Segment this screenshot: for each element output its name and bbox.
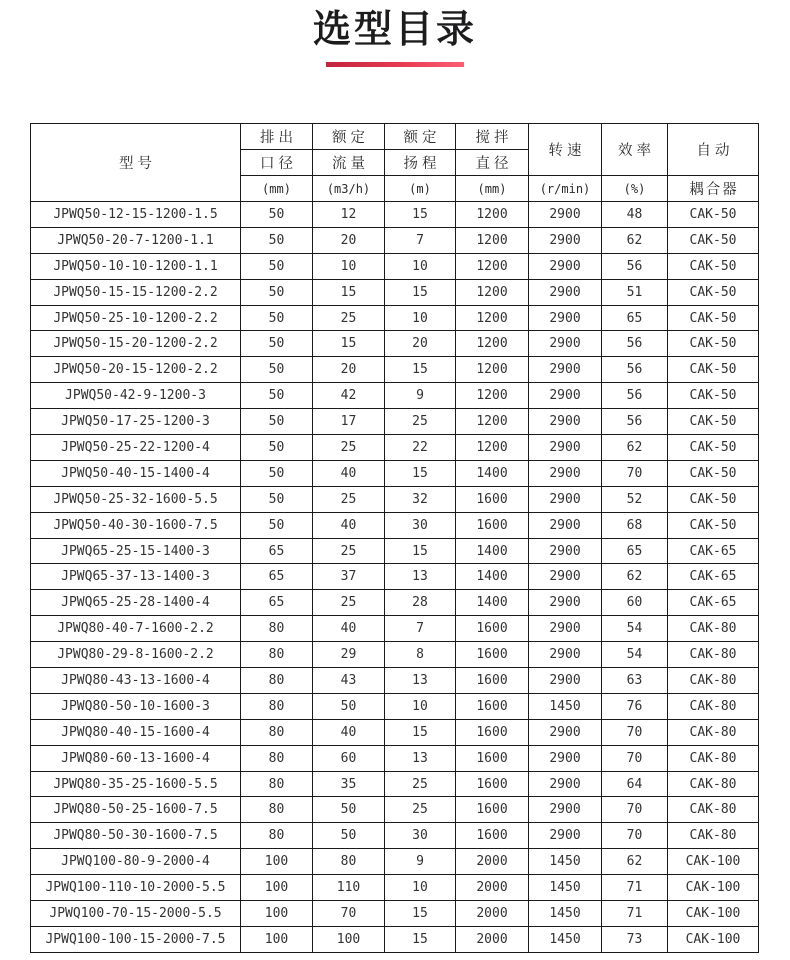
value-cell: 2900 <box>529 616 602 642</box>
table-row <box>31 901 759 927</box>
value-cell: 2900 <box>529 383 602 409</box>
value-cell: 1450 <box>529 849 602 875</box>
value-cell: 65 <box>602 538 668 564</box>
value-cell: 80 <box>241 642 313 668</box>
value-cell: 30 <box>385 512 456 538</box>
model-cell: JPWQ80-43-13-1600-4 <box>31 668 241 694</box>
model-cell: JPWQ50-17-25-1200-3 <box>31 409 241 435</box>
value-cell: 7 <box>385 227 456 253</box>
value-cell: 13 <box>385 745 456 771</box>
value-cell: CAK-80 <box>668 642 759 668</box>
header-flow-line2: 流量 <box>313 150 385 176</box>
value-cell: 1200 <box>456 383 529 409</box>
table-row <box>31 538 759 564</box>
table-row <box>31 202 759 228</box>
model-cell: JPWQ80-40-7-1600-2.2 <box>31 616 241 642</box>
value-cell: 2000 <box>456 926 529 952</box>
value-cell: CAK-65 <box>668 590 759 616</box>
table-row <box>31 279 759 305</box>
value-cell: 80 <box>313 849 385 875</box>
header-speed: 转速 <box>529 124 602 176</box>
value-cell: 15 <box>385 538 456 564</box>
value-cell: 50 <box>241 486 313 512</box>
value-cell: 8 <box>385 642 456 668</box>
value-cell: 71 <box>602 901 668 927</box>
value-cell: 56 <box>602 357 668 383</box>
value-cell: CAK-100 <box>668 875 759 901</box>
model-cell: JPWQ65-25-28-1400-4 <box>31 590 241 616</box>
model-cell: JPWQ50-40-30-1600-7.5 <box>31 512 241 538</box>
model-cell: JPWQ100-110-10-2000-5.5 <box>31 875 241 901</box>
value-cell: 42 <box>313 383 385 409</box>
value-cell: 2900 <box>529 745 602 771</box>
value-cell: 2000 <box>456 849 529 875</box>
value-cell: 1200 <box>456 227 529 253</box>
value-cell: 100 <box>313 926 385 952</box>
value-cell: 1450 <box>529 901 602 927</box>
value-cell: 80 <box>241 797 313 823</box>
table-row <box>31 693 759 719</box>
header-head-line2: 扬程 <box>385 150 456 176</box>
header-mix-line1: 搅拌 <box>456 124 529 150</box>
value-cell: 2900 <box>529 564 602 590</box>
model-cell: JPWQ50-10-10-1200-1.1 <box>31 253 241 279</box>
value-cell: 2900 <box>529 253 602 279</box>
value-cell: 2900 <box>529 590 602 616</box>
value-cell: 2900 <box>529 409 602 435</box>
model-cell: JPWQ80-50-30-1600-7.5 <box>31 823 241 849</box>
value-cell: 80 <box>241 823 313 849</box>
model-cell: JPWQ80-40-15-1600-4 <box>31 719 241 745</box>
value-cell: 1200 <box>456 305 529 331</box>
value-cell: 9 <box>385 849 456 875</box>
table-row <box>31 616 759 642</box>
table-row <box>31 745 759 771</box>
model-cell: JPWQ50-40-15-1400-4 <box>31 460 241 486</box>
value-cell: CAK-50 <box>668 279 759 305</box>
header-mix-line2: 直径 <box>456 150 529 176</box>
model-cell: JPWQ80-50-10-1600-3 <box>31 693 241 719</box>
value-cell: 50 <box>313 797 385 823</box>
value-cell: 15 <box>385 926 456 952</box>
value-cell: 25 <box>385 797 456 823</box>
value-cell: CAK-50 <box>668 227 759 253</box>
header-outlet-line1: 排出 <box>241 124 313 150</box>
model-cell: JPWQ80-29-8-1600-2.2 <box>31 642 241 668</box>
value-cell: 70 <box>602 460 668 486</box>
value-cell: 32 <box>385 486 456 512</box>
header-head-unit: (m) <box>385 176 456 202</box>
value-cell: 54 <box>602 616 668 642</box>
value-cell: 1600 <box>456 512 529 538</box>
value-cell: CAK-50 <box>668 253 759 279</box>
value-cell: 10 <box>385 253 456 279</box>
value-cell: 2000 <box>456 875 529 901</box>
value-cell: 1600 <box>456 823 529 849</box>
header-mix-unit: (mm) <box>456 176 529 202</box>
table-row <box>31 486 759 512</box>
value-cell: 25 <box>385 409 456 435</box>
value-cell: 2900 <box>529 719 602 745</box>
value-cell: 70 <box>602 797 668 823</box>
value-cell: 65 <box>241 590 313 616</box>
value-cell: 40 <box>313 719 385 745</box>
value-cell: 25 <box>313 538 385 564</box>
value-cell: 25 <box>313 305 385 331</box>
value-cell: 25 <box>313 590 385 616</box>
value-cell: 7 <box>385 616 456 642</box>
value-cell: 50 <box>313 823 385 849</box>
value-cell: 64 <box>602 771 668 797</box>
model-cell: JPWQ50-42-9-1200-3 <box>31 383 241 409</box>
header-flow-unit: (m3/h) <box>313 176 385 202</box>
model-cell: JPWQ50-25-10-1200-2.2 <box>31 305 241 331</box>
title-underline <box>326 62 464 67</box>
value-cell: 2900 <box>529 771 602 797</box>
value-cell: 10 <box>385 305 456 331</box>
value-cell: 76 <box>602 693 668 719</box>
value-cell: 40 <box>313 616 385 642</box>
value-cell: 1600 <box>456 693 529 719</box>
value-cell: CAK-80 <box>668 668 759 694</box>
value-cell: 1200 <box>456 279 529 305</box>
value-cell: 70 <box>602 823 668 849</box>
table-row <box>31 331 759 357</box>
value-cell: 37 <box>313 564 385 590</box>
value-cell: 29 <box>313 642 385 668</box>
value-cell: 1450 <box>529 693 602 719</box>
model-cell: JPWQ100-70-15-2000-5.5 <box>31 901 241 927</box>
value-cell: 62 <box>602 435 668 461</box>
value-cell: 65 <box>241 564 313 590</box>
value-cell: 56 <box>602 331 668 357</box>
value-cell: 50 <box>241 227 313 253</box>
value-cell: 15 <box>385 279 456 305</box>
value-cell: 2900 <box>529 357 602 383</box>
value-cell: 50 <box>241 253 313 279</box>
table-row <box>31 642 759 668</box>
value-cell: 50 <box>241 202 313 228</box>
selection-table <box>30 123 759 953</box>
value-cell: CAK-80 <box>668 823 759 849</box>
value-cell: CAK-100 <box>668 901 759 927</box>
value-cell: 62 <box>602 227 668 253</box>
value-cell: 25 <box>313 435 385 461</box>
value-cell: 70 <box>602 719 668 745</box>
model-cell: JPWQ50-25-22-1200-4 <box>31 435 241 461</box>
value-cell: 2900 <box>529 227 602 253</box>
table-row <box>31 668 759 694</box>
value-cell: 50 <box>241 279 313 305</box>
header-coupler-unit: 耦合器 <box>668 176 759 202</box>
value-cell: 62 <box>602 564 668 590</box>
value-cell: CAK-50 <box>668 305 759 331</box>
header-speed-unit: (r/min) <box>529 176 602 202</box>
table-header <box>31 124 759 202</box>
value-cell: CAK-50 <box>668 202 759 228</box>
table-row <box>31 227 759 253</box>
value-cell: 100 <box>241 875 313 901</box>
value-cell: 17 <box>313 409 385 435</box>
value-cell: 1400 <box>456 590 529 616</box>
value-cell: CAK-100 <box>668 849 759 875</box>
value-cell: 56 <box>602 409 668 435</box>
value-cell: 1600 <box>456 642 529 668</box>
table-row <box>31 512 759 538</box>
value-cell: 1200 <box>456 253 529 279</box>
table-row <box>31 460 759 486</box>
value-cell: 52 <box>602 486 668 512</box>
model-cell: JPWQ80-50-25-1600-7.5 <box>31 797 241 823</box>
table-row <box>31 564 759 590</box>
value-cell: 30 <box>385 823 456 849</box>
value-cell: CAK-100 <box>668 926 759 952</box>
value-cell: 62 <box>602 849 668 875</box>
table-row <box>31 305 759 331</box>
value-cell: 25 <box>385 771 456 797</box>
table-row <box>31 823 759 849</box>
value-cell: CAK-50 <box>668 409 759 435</box>
value-cell: 1600 <box>456 745 529 771</box>
value-cell: 15 <box>385 357 456 383</box>
value-cell: 13 <box>385 564 456 590</box>
value-cell: 2900 <box>529 279 602 305</box>
value-cell: 68 <box>602 512 668 538</box>
value-cell: CAK-50 <box>668 357 759 383</box>
value-cell: 1600 <box>456 616 529 642</box>
value-cell: 48 <box>602 202 668 228</box>
table-row <box>31 797 759 823</box>
value-cell: 1400 <box>456 564 529 590</box>
model-cell: JPWQ50-25-32-1600-5.5 <box>31 486 241 512</box>
value-cell: 65 <box>602 305 668 331</box>
table-row <box>31 771 759 797</box>
value-cell: 80 <box>241 693 313 719</box>
header-efficiency-unit: (%) <box>602 176 668 202</box>
value-cell: CAK-80 <box>668 745 759 771</box>
header-outlet-line2: 口径 <box>241 150 313 176</box>
value-cell: 50 <box>241 435 313 461</box>
value-cell: 2900 <box>529 797 602 823</box>
value-cell: CAK-50 <box>668 486 759 512</box>
value-cell: 35 <box>313 771 385 797</box>
value-cell: 1200 <box>456 202 529 228</box>
value-cell: 2900 <box>529 668 602 694</box>
header-flow-line1: 额定 <box>313 124 385 150</box>
value-cell: 50 <box>241 512 313 538</box>
value-cell: 28 <box>385 590 456 616</box>
model-cell: JPWQ65-37-13-1400-3 <box>31 564 241 590</box>
value-cell: 1600 <box>456 719 529 745</box>
value-cell: 51 <box>602 279 668 305</box>
value-cell: CAK-50 <box>668 331 759 357</box>
model-cell: JPWQ50-15-20-1200-2.2 <box>31 331 241 357</box>
value-cell: 1600 <box>456 797 529 823</box>
value-cell: 50 <box>241 383 313 409</box>
table-row <box>31 357 759 383</box>
value-cell: 110 <box>313 875 385 901</box>
model-cell: JPWQ100-80-9-2000-4 <box>31 849 241 875</box>
value-cell: 15 <box>385 719 456 745</box>
value-cell: 1400 <box>456 538 529 564</box>
value-cell: 2900 <box>529 642 602 668</box>
value-cell: 15 <box>385 202 456 228</box>
value-cell: 50 <box>241 460 313 486</box>
value-cell: 56 <box>602 253 668 279</box>
value-cell: 1600 <box>456 486 529 512</box>
model-cell: JPWQ80-60-13-1600-4 <box>31 745 241 771</box>
value-cell: 10 <box>385 693 456 719</box>
value-cell: 50 <box>241 331 313 357</box>
value-cell: CAK-80 <box>668 616 759 642</box>
table-body <box>31 202 759 953</box>
model-cell: JPWQ50-20-15-1200-2.2 <box>31 357 241 383</box>
page-title: 选型目录 <box>312 7 477 51</box>
value-cell: 12 <box>313 202 385 228</box>
value-cell: CAK-80 <box>668 771 759 797</box>
table-row <box>31 926 759 952</box>
value-cell: 20 <box>313 227 385 253</box>
value-cell: 50 <box>241 409 313 435</box>
value-cell: 1200 <box>456 409 529 435</box>
value-cell: CAK-50 <box>668 435 759 461</box>
value-cell: 73 <box>602 926 668 952</box>
value-cell: 50 <box>241 357 313 383</box>
value-cell: 10 <box>313 253 385 279</box>
value-cell: 1600 <box>456 668 529 694</box>
value-cell: 2900 <box>529 460 602 486</box>
table-row <box>31 719 759 745</box>
header-coupler: 自动 <box>668 124 759 176</box>
value-cell: 80 <box>241 771 313 797</box>
value-cell: 15 <box>313 279 385 305</box>
value-cell: 1450 <box>529 926 602 952</box>
value-cell: 63 <box>602 668 668 694</box>
value-cell: 22 <box>385 435 456 461</box>
value-cell: CAK-65 <box>668 538 759 564</box>
table-row <box>31 875 759 901</box>
value-cell: 2900 <box>529 512 602 538</box>
model-cell: JPWQ50-12-15-1200-1.5 <box>31 202 241 228</box>
header-outlet-unit: (mm) <box>241 176 313 202</box>
value-cell: 9 <box>385 383 456 409</box>
value-cell: 50 <box>313 693 385 719</box>
table-row <box>31 383 759 409</box>
value-cell: 80 <box>241 719 313 745</box>
value-cell: CAK-80 <box>668 797 759 823</box>
value-cell: 1400 <box>456 460 529 486</box>
model-cell: JPWQ80-35-25-1600-5.5 <box>31 771 241 797</box>
value-cell: 20 <box>313 357 385 383</box>
value-cell: 2900 <box>529 538 602 564</box>
value-cell: 2900 <box>529 823 602 849</box>
model-cell: JPWQ50-15-15-1200-2.2 <box>31 279 241 305</box>
header-model: 型号 <box>31 124 241 202</box>
value-cell: 70 <box>602 745 668 771</box>
model-cell: JPWQ50-20-7-1200-1.1 <box>31 227 241 253</box>
value-cell: 1200 <box>456 435 529 461</box>
value-cell: 1200 <box>456 357 529 383</box>
value-cell: 2900 <box>529 331 602 357</box>
value-cell: 2000 <box>456 901 529 927</box>
value-cell: 60 <box>313 745 385 771</box>
value-cell: 43 <box>313 668 385 694</box>
value-cell: 13 <box>385 668 456 694</box>
table-row <box>31 435 759 461</box>
table-row <box>31 409 759 435</box>
value-cell: CAK-80 <box>668 719 759 745</box>
value-cell: 60 <box>602 590 668 616</box>
value-cell: 71 <box>602 875 668 901</box>
value-cell: 54 <box>602 642 668 668</box>
value-cell: 20 <box>385 331 456 357</box>
value-cell: 70 <box>313 901 385 927</box>
value-cell: 2900 <box>529 305 602 331</box>
value-cell: 15 <box>385 901 456 927</box>
value-cell: 100 <box>241 849 313 875</box>
value-cell: 80 <box>241 745 313 771</box>
value-cell: 10 <box>385 875 456 901</box>
table-row <box>31 590 759 616</box>
value-cell: 1450 <box>529 875 602 901</box>
value-cell: 65 <box>241 538 313 564</box>
value-cell: 2900 <box>529 202 602 228</box>
value-cell: 80 <box>241 616 313 642</box>
model-cell: JPWQ65-25-15-1400-3 <box>31 538 241 564</box>
header-head-line1: 额定 <box>385 124 456 150</box>
value-cell: 40 <box>313 460 385 486</box>
value-cell: CAK-50 <box>668 460 759 486</box>
value-cell: 2900 <box>529 435 602 461</box>
model-cell: JPWQ100-100-15-2000-7.5 <box>31 926 241 952</box>
value-cell: 50 <box>241 305 313 331</box>
value-cell: CAK-50 <box>668 512 759 538</box>
value-cell: 2900 <box>529 486 602 512</box>
header-efficiency: 效率 <box>602 124 668 176</box>
value-cell: 40 <box>313 512 385 538</box>
value-cell: 100 <box>241 926 313 952</box>
table-row <box>31 253 759 279</box>
value-cell: 1600 <box>456 771 529 797</box>
value-cell: 56 <box>602 383 668 409</box>
value-cell: 80 <box>241 668 313 694</box>
value-cell: 100 <box>241 901 313 927</box>
value-cell: CAK-80 <box>668 693 759 719</box>
value-cell: 25 <box>313 486 385 512</box>
value-cell: 15 <box>385 460 456 486</box>
value-cell: 1200 <box>456 331 529 357</box>
table-row <box>31 849 759 875</box>
value-cell: CAK-50 <box>668 383 759 409</box>
value-cell: 15 <box>313 331 385 357</box>
value-cell: CAK-65 <box>668 564 759 590</box>
